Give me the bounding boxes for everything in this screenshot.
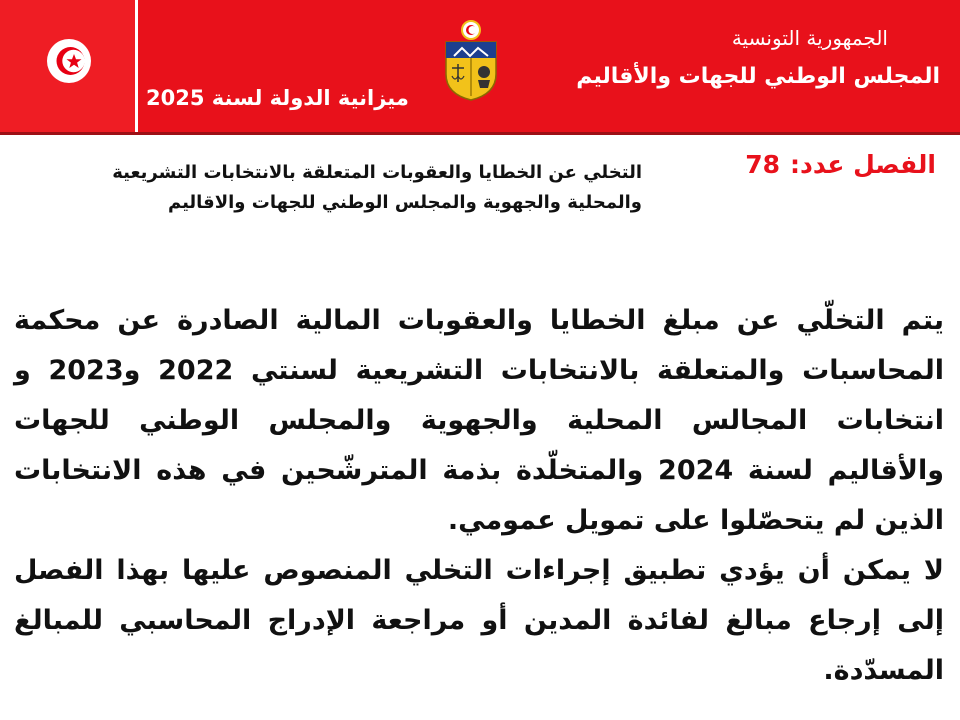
flag-panel (0, 0, 138, 132)
chapter-title (62, 158, 642, 218)
chapter-number: 78 (745, 150, 781, 179)
header-divider (0, 132, 960, 135)
republic-name: الجمهورية التونسية (731, 26, 888, 50)
budget-title: ميزانية الدولة لسنة 2025 (146, 86, 409, 110)
chapter-title-line1: التخلي عن الخطايا والعقوبات المتعلقة بالانتخابات التشريعية (112, 162, 642, 183)
chapter-label: الفصل عدد: (790, 150, 936, 179)
council-name: المجلس الوطني للجهات والأقاليم (576, 64, 940, 89)
body-paragraph-1: يتم التخلّي عن مبلغ الخطايا والعقوبات المالية الصادرة عن محكمة المحاسبات والمتعلقة بالانتخابات التشريعية لسنتي 2022 و2023 و انتخابات المجالس المحلية والجهوية والمجلس الوطني للجهات والأقاليم لسنة 2024 والمتخلّدة بذمة المترشّحين في هذه الانتخابات الذين لم يتحصّلوا على تمويل عمومي. (14, 305, 945, 536)
tunisia-flag-icon (44, 36, 94, 86)
chapter-body (14, 296, 944, 696)
body-paragraph-2: لا يمكن أن يؤدي تطبيق إجراءات التخلي المنصوص عليها بهذا الفصل إلى إرجاع مبالغ لفائدة المدين أو مراجعة الإدراج المحاسبي للمبالغ المسدّدة. (14, 555, 944, 686)
tunisia-coat-of-arms-icon (440, 18, 502, 102)
chapter-title-line2: والمحلية والجهوية والمجلس الوطني للجهات والاقاليم (167, 192, 642, 213)
chapter-heading (745, 150, 936, 179)
